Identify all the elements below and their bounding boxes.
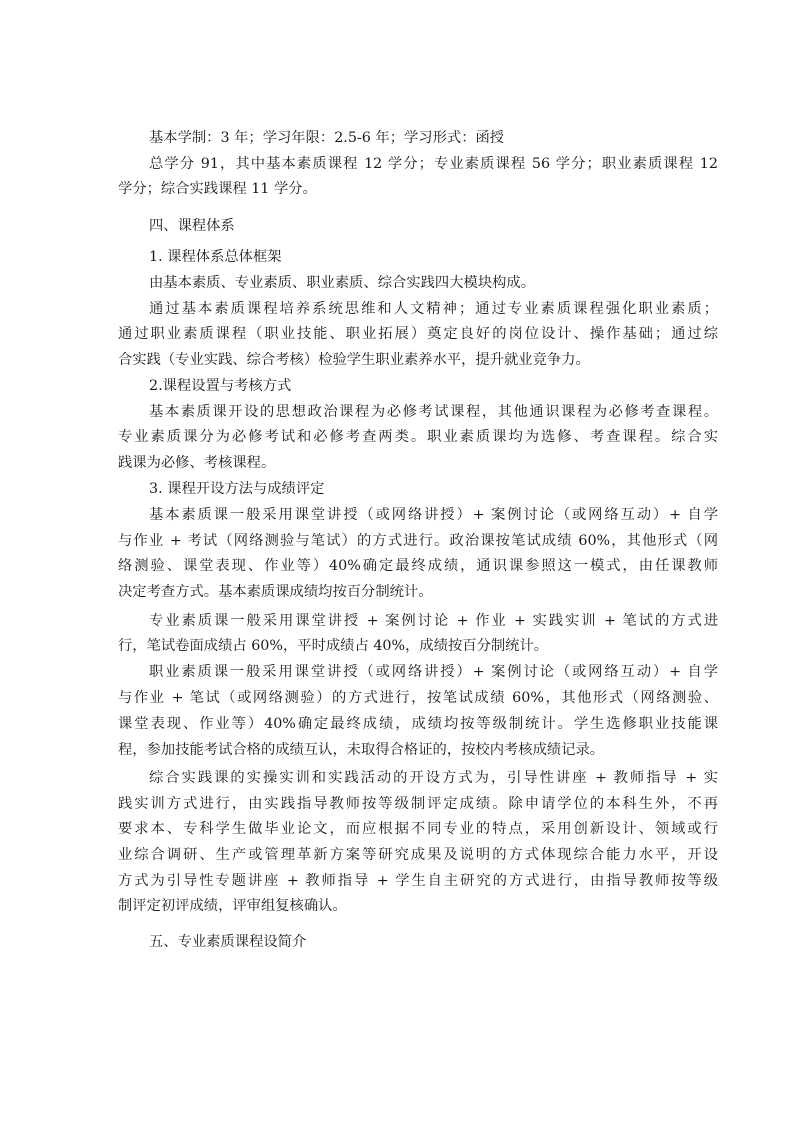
section-heading: 四、课程体系 xyxy=(149,218,235,234)
paragraph-line: 与作业 + 笔试（或网络测验）的方式进行，按笔试成绩 60%，其他形式（网络测验、 xyxy=(118,690,718,706)
paragraph-line: 行，笔试卷面成绩占 60%，平时成绩占 40%，成绩按百分制统计。 xyxy=(118,638,549,654)
paragraph-line: 践实训方式进行，由实践指导教师按等级制评定成绩。除申请学位的本科生外，不再 xyxy=(118,796,718,812)
paragraph-line: 基本素质课一般采用课堂讲授（或网络讲授）+ 案例讨论（或网络互动）+ 自学 xyxy=(149,507,718,523)
subsection-title: 2.课程设置与考核方式 xyxy=(149,378,292,394)
paragraph-line: 专业素质课一般采用课堂讲授 + 案例讨论 + 作业 + 实践实训 + 笔试的方式进 xyxy=(149,613,718,629)
paragraph-line: 通过基本素质课程培养系统思维和人文精神；通过专业素质课程强化职业素质； xyxy=(149,301,718,317)
paragraph-line: 方式为引导性专题讲座 + 教师指导 + 学生自主研究的方式进行，由指导教师按等级 xyxy=(118,873,718,889)
subsection-title: 3. 课程开设方法与成绩评定 xyxy=(149,481,325,497)
paragraph-line: 业综合调研、生产或管理革新方案等研究成果及说明的方式体现综合能力水平，开设 xyxy=(118,847,718,863)
paragraph-line: 践课为必修、考核课程。 xyxy=(118,455,276,471)
basic-info-line: 基本学制：3 年；学习年限：2.5-6 年；学习形式：函授 xyxy=(149,130,505,146)
credits-line: 总学分 91，其中基本素质课程 12 学分；专业素质课程 56 学分；职业素质课程 12 xyxy=(149,156,718,172)
subsection-title: 1. 课程体系总体框架 xyxy=(149,249,282,265)
paragraph-line: 由基本素质、专业素质、职业素质、综合实践四大模块构成。 xyxy=(149,275,536,291)
paragraph-line: 课堂表现、作业等）40%确定最终成绩，成绩均按等级制统计。学生选修职业技能课 xyxy=(118,716,718,732)
paragraph-line: 基本素质课开设的思想政治课程为必修考试课程，其他通识课程为必修考查课程。 xyxy=(149,404,718,420)
paragraph-line: 要求本、专科学生做毕业论文，而应根据不同专业的特点，采用创新设计、领域或行 xyxy=(118,821,718,837)
paragraph-line: 专业素质课分为必修考试和必修考查两类。职业素质课均为选修、考查课程。综合实 xyxy=(118,429,718,445)
paragraph-line: 决定考查方式。基本素质课成绩均按百分制统计。 xyxy=(118,584,433,600)
paragraph-line: 与作业 + 考试（网络测验与笔试）的方式进行。政治课按笔试成绩 60%，其他形式（网 xyxy=(118,533,718,549)
paragraph-line: 络测验、课堂表现、作业等）40%确定最终成绩，通识课参照这一模式，由任课教师 xyxy=(118,558,718,574)
paragraph-line: 综合实践课的实操实训和实践活动的开设方式为，引导性讲座 + 教师指导 + 实 xyxy=(149,770,718,786)
paragraph-line: 制评定初评成绩，评审组复核确认。 xyxy=(118,898,347,914)
section-heading: 五、专业素质课程设简介 xyxy=(149,934,307,950)
paragraph-line: 合实践（专业实践、综合考核）检验学生职业素养水平，提升就业竞争力。 xyxy=(118,352,590,368)
paragraph-line: 程，参加技能考试合格的成绩互认，未取得合格证的，按校内考核成绩记录。 xyxy=(118,742,605,758)
paragraph-line: 通过职业素质课程（职业技能、职业拓展）奠定良好的岗位设计、操作基础；通过综 xyxy=(118,326,718,342)
credits-line: 学分；综合实践课程 11 学分。 xyxy=(118,181,317,197)
paragraph-line: 职业素质课一般采用课堂讲授（或网络讲授）+ 案例讨论（或网络互动）+ 自学 xyxy=(149,664,718,680)
